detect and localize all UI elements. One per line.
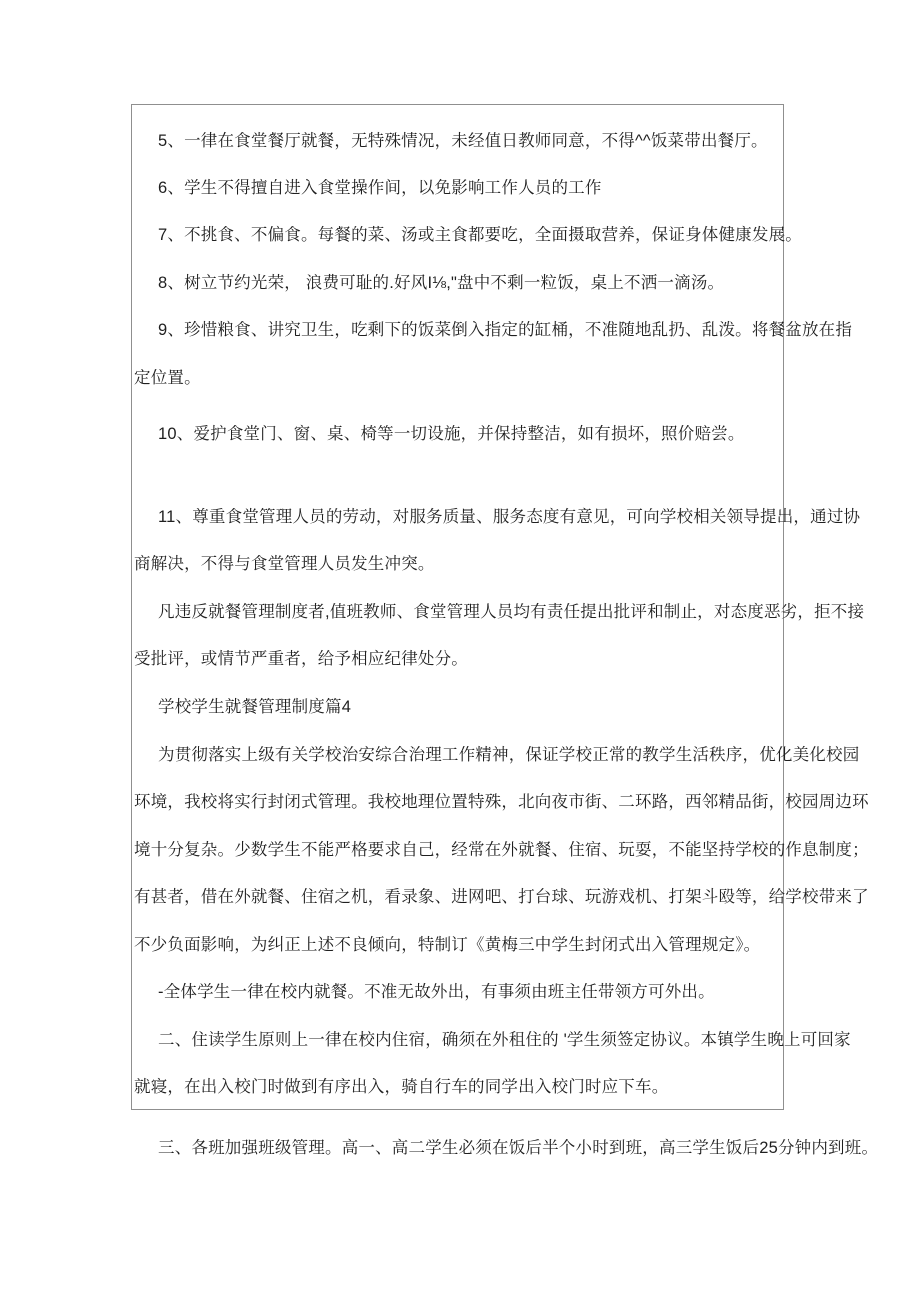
text-line: 学校学生就餐管理制度篇4 <box>158 698 352 716</box>
text-line: 10、爱护食堂门、窗、桌、椅等一切设施，并保持整洁，如有损坏，照价赔尝。 <box>158 425 745 443</box>
text-line: 8、树立节约光荣， 浪费可耻的.好风I⅛,"盘中不剩一粒饭，桌上不洒一滴汤。 <box>158 274 725 292</box>
text-line: 6、学生不得擅自进入食堂操作间，以免影响工作人员的工作 <box>158 179 602 197</box>
text-line: 5、一律在食堂餐厅就餐，无特殊情况，未经值日教师同意，不得^^饭菜带出餐厅。 <box>158 132 768 150</box>
text-line: 商解决，不得与食堂管理人员发生冲突。 <box>134 555 435 573</box>
text-line: 受批评，或情节严重者，给予相应纪律处分。 <box>134 650 468 668</box>
text-line: 为贯彻落实上级有关学校治安综合治理工作精神，保证学校正常的教学生活秩序，优化美化校园 <box>158 746 860 764</box>
text-line: 不少负面影响，为纠正上述不良倾向，特制订《黄梅三中学生封闭式出入管理规定》。 <box>134 936 761 954</box>
text-line: 定位置。 <box>134 369 201 387</box>
text-line: 就寝，在出入校门时做到有序出入，骑自行车的同学出入校门时应下车。 <box>134 1078 669 1096</box>
text-line: 凡违反就餐管理制度者,值班教师、食堂管理人员均有责任提出批评和制止，对态度恶劣，拒不接 <box>158 603 865 621</box>
text-line: 有甚者，借在外就餐、住宿之机，看录象、进网吧、打台球、玩游戏机、打架斗殴等，给学校带来了 <box>134 888 869 906</box>
text-line: 9、珍惜粮食、讲究卫生，吃剩下的饭菜倒入指定的缸桶，不准随地乱扔、乱泼。将餐盆放在指 <box>158 321 853 339</box>
text-line: 环境，我校将实行封闭式管理。我校地理位置特殊，北向夜市街、二环路，西邻精品街，校园周边环 <box>134 793 869 811</box>
text-line: 11、尊重食堂管理人员的劳动，对服务质量、服务态度有意见，可向学校相关领导提出，通过协 <box>158 508 861 526</box>
text-line: -全体学生一律在校内就餐。不准无故外出，有事须由班主任带领方可外出。 <box>158 983 715 1001</box>
text-line: 二、住读学生原则上一律在校内住宿，确须在外租住的 '学生须签定协议。本镇学生晚上可回家 <box>158 1031 851 1049</box>
text-line: 7、不挑食、不偏食。每餐的菜、汤或主食都要吃，全面摄取营养，保证身体健康发展。 <box>158 226 802 244</box>
text-line: 境十分复杂。少数学生不能严格要求自己，经常在外就餐、住宿、玩耍，不能坚持学校的作息制度； <box>134 841 869 859</box>
text-line: 三、各班加强班级管理。高一、高二学生必须在饭后半个小时到班，高三学生饭后25分钟内到班。 <box>158 1139 879 1157</box>
